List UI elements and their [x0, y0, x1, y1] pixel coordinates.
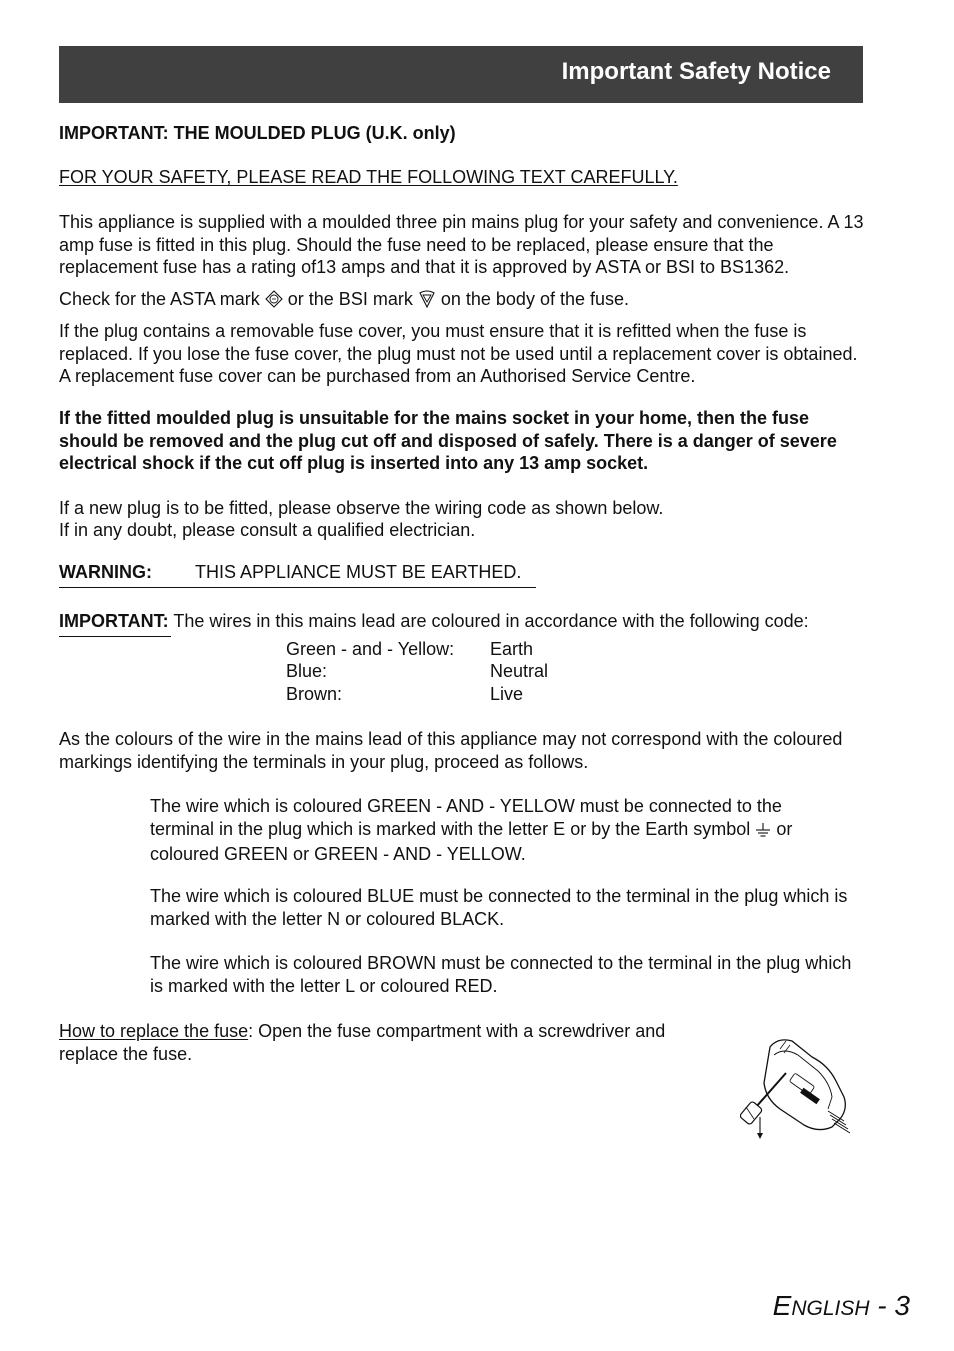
page-footer	[773, 1288, 910, 1327]
para-blue-wire: The wire which is coloured BLUE must be connected to the terminal in the plug which is marked with the letter N or coloured BLACK.	[150, 886, 848, 929]
safety-instruction: FOR YOUR SAFETY, PLEASE READ THE FOLLOWING TEXT CAREFULLY.	[59, 167, 678, 187]
green-text-1: The wire which is coloured GREEN - AND - YELLOW must be connected to the terminal in the plug which is marked with the letter E or by the Earth symbol	[150, 796, 782, 839]
check-text-1: Check for the ASTA mark	[59, 289, 260, 309]
asta-mark-icon	[265, 290, 283, 314]
footer-initial: E	[772, 1290, 792, 1321]
header-bar	[59, 46, 863, 103]
important-label: IMPORTANT:	[59, 611, 169, 631]
para-fuse-cover: If the plug contains a removable fuse cover, you must ensure that it is refitted when the fuse is replaced. If you lose the fuse cover, the plug must not be used until a replacement cover is obtained. A replacement fuse cover can be purchased from an Authorised Service Centre.	[59, 321, 858, 386]
para-green-yellow-wire	[150, 795, 850, 866]
check-text-3: on the body of the fuse.	[440, 289, 629, 309]
important-text: The wires in this mains lead are coloured in accordance with the following code:	[173, 611, 809, 631]
wire-function: Earth	[490, 639, 534, 659]
bsi-kitemark-icon	[418, 289, 436, 314]
wire-function: Live	[490, 684, 524, 704]
new-plug-line-1: If a new plug is to be fitted, please observe the wiring code as shown below.	[59, 498, 664, 518]
warning-label: WARNING:	[59, 562, 152, 582]
new-plug-line-2: If in any doubt, please consult a qualified electrician.	[59, 520, 476, 540]
para-fuse-info: This appliance is supplied with a moulded three pin mains plug for your safety and convenience. A 13 amp fuse is fitted in this plug. Should the fuse need to be replaced, please ensure that the replacement fuse has a rating of13 amps and that it is approved by ASTA or BSI to BS1362.	[59, 212, 864, 277]
earth-symbol-icon	[755, 821, 771, 844]
important-line	[59, 610, 889, 633]
wire-colour: Blue:	[286, 661, 328, 681]
footer-language: NGLISH	[791, 1297, 870, 1320]
para-replace-fuse	[59, 1020, 719, 1065]
page-number: - 3	[869, 1290, 910, 1321]
green-text-2: or coloured GREEN or GREEN - AND - YELLOW.	[150, 818, 793, 864]
para-colour-mismatch: As the colours of the wire in the mains lead of this appliance may not correspond with the coloured markings identifying the terminals in your plug, proceed as follows.	[59, 729, 843, 772]
para-danger-warning: If the fitted moulded plug is unsuitable for the mains socket in your home, then the fuse should be removed and the plug cut off and disposed of safely. There is a danger of severe electrical shock if the cut off plug is inserted into any 13 amp socket.	[59, 408, 837, 473]
wire-colour: Brown:	[286, 684, 343, 704]
page-title: Important Safety Notice	[561, 58, 831, 85]
wire-colour: Green - and - Yellow:	[286, 639, 455, 659]
replace-fuse-heading: How to replace the fuse	[59, 1021, 249, 1041]
important-underline	[59, 636, 171, 637]
section-heading: IMPORTANT: THE MOULDED PLUG (U.K. only)	[59, 123, 456, 143]
warning-line	[59, 561, 869, 584]
wire-function: Neutral	[490, 661, 549, 681]
check-marks-line	[59, 288, 869, 314]
check-text-2: or the BSI mark	[287, 289, 413, 309]
replace-fuse-text: : Open the fuse compartment with a screwdriver and replace the fuse.	[59, 1021, 666, 1064]
plug-fuse-illustration	[740, 1035, 860, 1140]
warning-underline	[59, 587, 536, 588]
para-brown-wire: The wire which is coloured BROWN must be connected to the terminal in the plug which is marked with the letter L or coloured RED.	[150, 953, 852, 996]
warning-text: THIS APPLIANCE MUST BE EARTHED.	[195, 562, 522, 582]
